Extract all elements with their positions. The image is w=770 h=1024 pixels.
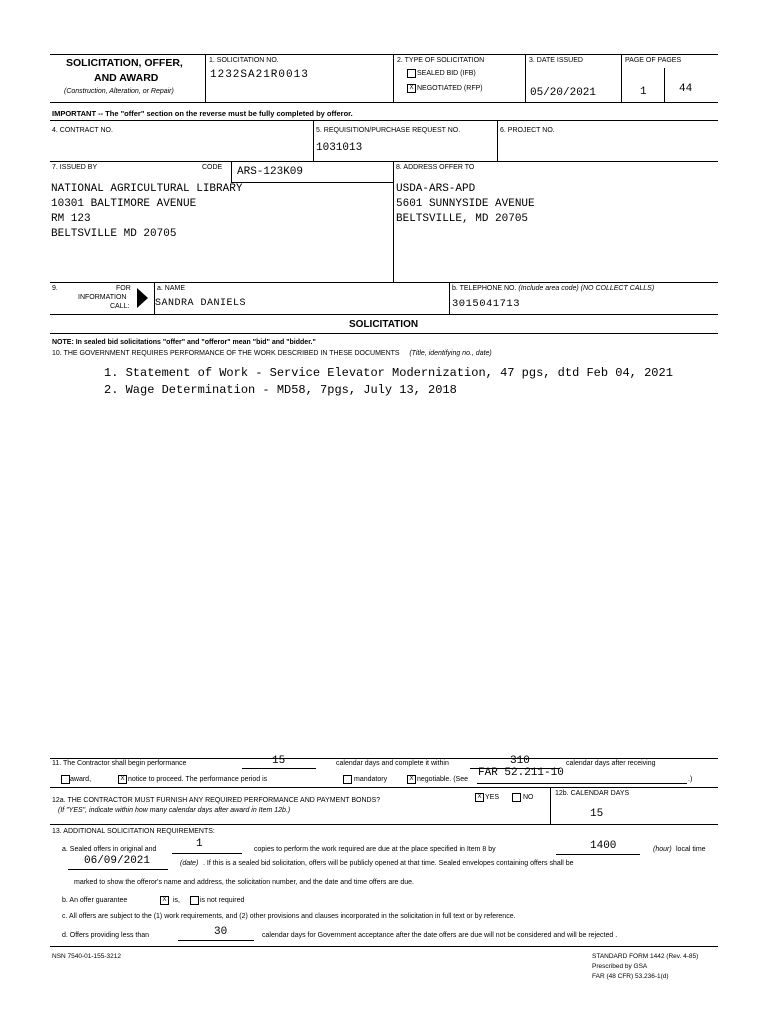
document-item-2: 2. Wage Determination - MD58, 7pgs, July 13, 2018 xyxy=(104,383,457,397)
issued-by-line-4: BELTSVILLE MD 20705 xyxy=(51,228,177,240)
begin-days-underline xyxy=(242,768,316,769)
item13b-text: b. An offer guarantee xyxy=(62,897,128,904)
see-ref-close: .) xyxy=(688,776,693,783)
sealed-bid-checkbox[interactable] xyxy=(407,69,416,78)
name-label: a. NAME xyxy=(157,285,186,292)
solicitation-no-label: 1. SOLICITATION NO. xyxy=(209,57,279,64)
document-item-1: 1. Statement of Work - Service Elevator Modernization, 47 pgs, dtd Feb 04, 2021 xyxy=(104,366,673,380)
bonds-no-label: NO xyxy=(523,794,534,801)
item12b-label: 12b. CALENDAR DAYS xyxy=(555,790,630,797)
item11-text1: 11. The Contractor shall begin performance xyxy=(52,760,187,767)
solicitation-no-field[interactable]: 1232SA21R0013 xyxy=(210,69,309,81)
due-date-label: (date) xyxy=(180,860,199,867)
guarantee-is-checkbox[interactable]: X xyxy=(160,896,169,905)
negotiated-label: NEGOTIATED (RFP) xyxy=(417,85,483,92)
type-of-solicitation-label: 2. TYPE OF SOLICITATION xyxy=(397,57,485,64)
code-field[interactable]: ARS-123K09 xyxy=(237,166,304,178)
important-notice: IMPORTANT -- The "offer" section on the reverse must be fully completed by offeror. xyxy=(52,109,353,118)
date-underline xyxy=(68,869,168,870)
award-checkbox[interactable] xyxy=(61,775,70,784)
item12a-note: (If "YES", indicate within how many calendar days after award in Item 12b.) xyxy=(58,807,291,814)
total-pages[interactable]: 44 xyxy=(679,83,693,95)
copies-field[interactable]: 1 xyxy=(196,838,203,850)
requisition-no-field[interactable]: 1031013 xyxy=(316,142,363,154)
item12a-label: 12a. THE CONTRACTOR MUST FURNISH ANY REQUIRED PERFORMANCE AND PAYMENT BONDS? xyxy=(52,797,381,804)
item11-text3: calendar days after receiving xyxy=(566,760,656,767)
code-label: CODE xyxy=(202,164,223,171)
item10-label: 10. THE GOVERNMENT REQUIRES PERFORMANCE OF THE WORK DESCRIBED IN THESE DOCUMENTS (Title, identifying no., date) xyxy=(52,350,492,357)
standard-form-label: STANDARD FORM 1442 (Rev. 4-85) xyxy=(592,953,699,960)
complete-days-field[interactable]: 310 xyxy=(510,755,530,767)
hour-label: (hour) xyxy=(653,846,672,853)
far-reference-label: FAR (48 CFR) 53.236-1(d) xyxy=(592,973,669,980)
see-ref-underline xyxy=(477,783,687,784)
info-call-label: CALL: xyxy=(110,303,130,310)
issued-by-line-3: RM 123 xyxy=(51,213,91,225)
sealed-bid-label: SEALED BID (IFB) xyxy=(417,70,476,77)
item11-text2: calendar days and complete it within xyxy=(336,760,449,767)
address-offer-line-2: 5601 SUNNYSIDE AVENUE xyxy=(396,198,535,210)
mandatory-label: mandatory xyxy=(354,776,388,783)
item13d-text2: calendar days for Government acceptance after the date offers are due will not be considered and will be rejected . xyxy=(262,932,618,939)
address-offer-line-1: USDA-ARS-APD xyxy=(396,183,476,195)
local-time-label: local time xyxy=(676,846,706,853)
contact-name-field[interactable]: SANDRA DANIELS xyxy=(155,298,247,309)
info-for-label: FOR xyxy=(116,285,131,292)
issued-by-line-1: NATIONAL AGRICULTURAL LIBRARY xyxy=(51,183,243,195)
form-title-line2: AND AWARD xyxy=(94,72,159,84)
address-offer-line-3: BELTSVILLE, MD 20705 xyxy=(396,213,529,225)
item13d-text1: d. Offers providing less than xyxy=(62,932,150,939)
hour-field[interactable]: 1400 xyxy=(590,840,617,852)
item13c-text: c. All offers are subject to the (1) work requirements, and (2) other provisions and clauses incorporated in the solicitation in full text or by reference. xyxy=(62,913,516,920)
telephone-label: b. TELEPHONE NO. (Include area code) (NO COLLECT CALLS) xyxy=(452,285,655,292)
guarantee-is-not-checkbox[interactable] xyxy=(190,896,199,905)
form-subtitle: (Construction, Alteration, or Repair) xyxy=(64,88,174,95)
address-offer-label: 8. ADDRESS OFFER TO xyxy=(396,164,475,171)
sealed-bid-note: NOTE: In sealed bid solicitations "offer" and "offeror" mean "bid" and "bidder." xyxy=(52,339,316,346)
telephone-field[interactable]: 3015041713 xyxy=(452,298,521,310)
issued-by-label: 7. ISSUED BY xyxy=(52,164,98,171)
copies-underline xyxy=(172,853,242,854)
notice-to-proceed-label: notice to proceed. The performance period is xyxy=(128,776,268,783)
issued-by-line-2: 10301 BALTIMORE AVENUE xyxy=(51,198,197,210)
date-issued-field[interactable]: 05/20/2021 xyxy=(530,87,597,99)
nsn-number: NSN 7540-01-155-3212 xyxy=(52,953,122,960)
notice-to-proceed-checkbox[interactable]: X xyxy=(118,775,127,784)
acceptance-days-underline xyxy=(178,940,254,941)
due-date-field[interactable]: 06/09/2021 xyxy=(84,855,151,867)
award-label: award, xyxy=(70,776,92,783)
page-of-pages-label: PAGE OF PAGES xyxy=(625,57,682,64)
form-title-line1: SOLICITATION, OFFER, xyxy=(66,57,183,69)
date-issued-label: 3. DATE ISSUED xyxy=(529,57,583,64)
project-no-label: 6. PROJECT NO. xyxy=(500,127,555,134)
acceptance-days-field[interactable]: 30 xyxy=(214,926,228,938)
info-information-label: INFORMATION xyxy=(78,294,127,301)
item13a-text3: . If this is a sealed bid solicitation, offers will be publicly opened at that time. Sealed envelopes containing offers shall be xyxy=(203,860,574,867)
page-number[interactable]: 1 xyxy=(640,86,647,98)
info-number: 9. xyxy=(52,285,58,292)
prescribed-by-label: Prescribed by GSA xyxy=(592,963,648,970)
negotiable-checkbox[interactable]: X xyxy=(407,775,416,784)
mandatory-checkbox[interactable] xyxy=(343,775,352,784)
guarantee-is-not-label: is not required xyxy=(200,897,245,904)
contract-no-label: 4. CONTRACT NO. xyxy=(52,127,113,134)
negotiable-label: negotiable. (See xyxy=(417,776,468,783)
bonds-yes-label: YES xyxy=(485,794,500,801)
arrow-right-icon xyxy=(137,288,148,308)
guarantee-is-label: is, xyxy=(173,897,180,904)
item13-label: 13. ADDITIONAL SOLICITATION REQUIREMENTS: xyxy=(52,828,215,835)
see-reference-field[interactable]: FAR 52.211-10 xyxy=(478,767,564,779)
item13a-text4: marked to show the offeror's name and address, the solicitation number, and the date and time offers are due. xyxy=(74,879,415,886)
begin-days-field[interactable]: 15 xyxy=(272,755,286,767)
calendar-days-field[interactable]: 15 xyxy=(590,808,604,820)
solicitation-heading: SOLICITATION xyxy=(349,319,419,330)
requisition-label: 5. REQUISITION/PURCHASE REQUEST NO. xyxy=(316,127,461,134)
item13a-text2: copies to perform the work required are due at the place specified in Item 8 by xyxy=(254,846,496,853)
bonds-no-checkbox[interactable] xyxy=(512,793,521,802)
hour-underline xyxy=(556,854,640,855)
bonds-yes-checkbox[interactable]: X xyxy=(475,793,484,802)
item13a-text1: a. Sealed offers in original and xyxy=(62,846,157,853)
negotiated-checkbox[interactable]: X xyxy=(407,84,416,93)
